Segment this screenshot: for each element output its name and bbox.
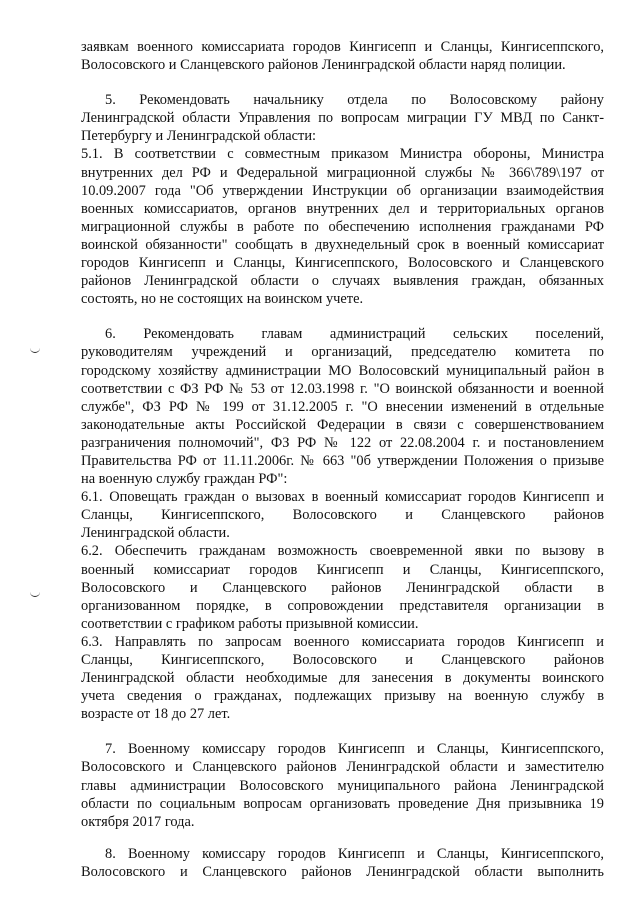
paragraph-item-7 [81, 740, 604, 830]
text-line: Волосовского и Сланцевского районов Ленинградской области наряд полиции. [81, 57, 566, 74]
text-line: соответствии с ФЗ РФ № 53 от 12.03.1998 г. "О воинской обязанности и военной [81, 380, 604, 397]
text-line: 10.09.2007 года "Об утверждении Инструкции об организации взаимодействия [81, 182, 604, 199]
text-line: военных комиссариатов, органов внутренних дел и территориальных органов [81, 200, 604, 217]
text-line: Волосовского и Сланцевского районов Ленинградской области выполнить [81, 863, 604, 880]
text-line: Петербургу и Ленинградской области: [81, 128, 317, 145]
text-line: Ленинградской области необходимые для занесения в документы воинского [81, 670, 604, 687]
text-line: на военную службу граждан РФ": [81, 471, 288, 488]
text-line: Правительства РФ от 11.11.2006г. № 663 "0б утверждении Положения о призыве [81, 452, 604, 469]
text-line: области по социальным вопросам организовать проведение Дня призывника 19 [81, 795, 604, 812]
text-line: организованном порядке, в сопровождении представителя организации в [81, 597, 604, 614]
paragraph-item-5 [81, 91, 604, 308]
text-line: учета сведения о гражданах, подлежащих призыву на военную службу в [81, 688, 604, 705]
text-line: Волосовского и Сланцевского районов Ленинградской области и заместителю [81, 759, 604, 776]
text-line: 5. Рекомендовать начальнику отдела по Волосовскому району [105, 92, 604, 109]
document-page [81, 38, 604, 881]
text-line: состоять, но не состоящих на воинском учете. [81, 291, 364, 308]
paragraph-item-8 [81, 845, 604, 881]
text-line: 6.1. Оповещать граждан о вызовах в военный комиссариат городов Кингисепп и [81, 489, 604, 506]
text-line: Ленинградской области Управления по вопросам миграции ГУ МВД по Санкт- [81, 110, 604, 127]
text-line: октября 2017 года. [81, 813, 195, 830]
text-line: соответствии с графиком работы призывной комиссии. [81, 615, 419, 632]
margin-scan-mark [30, 590, 40, 597]
text-line: Ленинградской области. [81, 525, 230, 542]
text-line: 5.1. В соответствии с совместным приказом Министра обороны, Министра [81, 146, 604, 163]
text-line: городскому хозяйству администрации МО Волосовский муниципальный район в [81, 362, 604, 379]
paragraph-carry-over [81, 38, 604, 74]
text-line: Волосовского и Сланцевского районов Ленинградской области в [81, 579, 604, 596]
text-line: Сланцы, Кингисеппского, Волосовского и Сланцевского районов [81, 652, 604, 668]
text-line: военный комиссариат городов Кингисепп и Сланцы, Кингисеппского, [81, 561, 604, 578]
paragraph-item-6 [81, 325, 604, 723]
text-line: миграционной службы в работе по обеспечению исполнения гражданами РФ [81, 218, 604, 235]
text-line: 8. Военному комиссару городов Кингисепп и Сланцы, Кингисеппского, [105, 845, 604, 862]
text-line: Сланцы, Кингисеппского, Волосовского и Сланцевского районов [81, 507, 604, 524]
text-line: главы администрации Волосовского муниципального района Ленинградской [81, 777, 604, 794]
text-line: 6.3. Направлять по запросам военного комиссариата городов Кингисепп и [81, 633, 604, 650]
text-line: службе", ФЗ РФ № 199 от 31.12.2005 г. "О внесении изменений в отдельные [81, 398, 604, 415]
text-line: возрасте от 18 до 27 лет. [81, 706, 231, 723]
text-line: внутренних дел РФ и Федеральной миграционной службы № 366\789\197 от [81, 164, 604, 181]
text-line: законодательные акты Российской Федерации в связи с совершенствованием [81, 416, 604, 433]
text-line: разграничения полномочий", ФЗ РФ № 122 от 22.08.2004 г. и постановлением [81, 434, 604, 451]
text-line: 7. Военному комиссару городов Кингисепп и Сланцы, Кингисеппского, [105, 741, 604, 758]
text-line: 6. Рекомендовать главам администраций сельских поселений, [105, 326, 604, 343]
text-line: руководителям учреждений и организаций, председателю комитета по [81, 344, 604, 361]
text-line: районов Ленинградской области о случаях выявления граждан, обязанных [81, 273, 604, 290]
text-line: воинской обязанности" сообщать в двухнедельный срок в военный комиссариат [81, 236, 604, 253]
text-line: городов Кингисепп и Сланцы, Кингисеппского, Волосовского и Сланцевского [81, 255, 604, 272]
text-line: заявкам военного комиссариата городов Кингисепп и Сланцы, Кингисеппского, [81, 39, 604, 55]
margin-scan-mark [30, 346, 40, 353]
text-line: 6.2. Обеспечить гражданам возможность своевременной явки по вызову в [81, 543, 604, 560]
